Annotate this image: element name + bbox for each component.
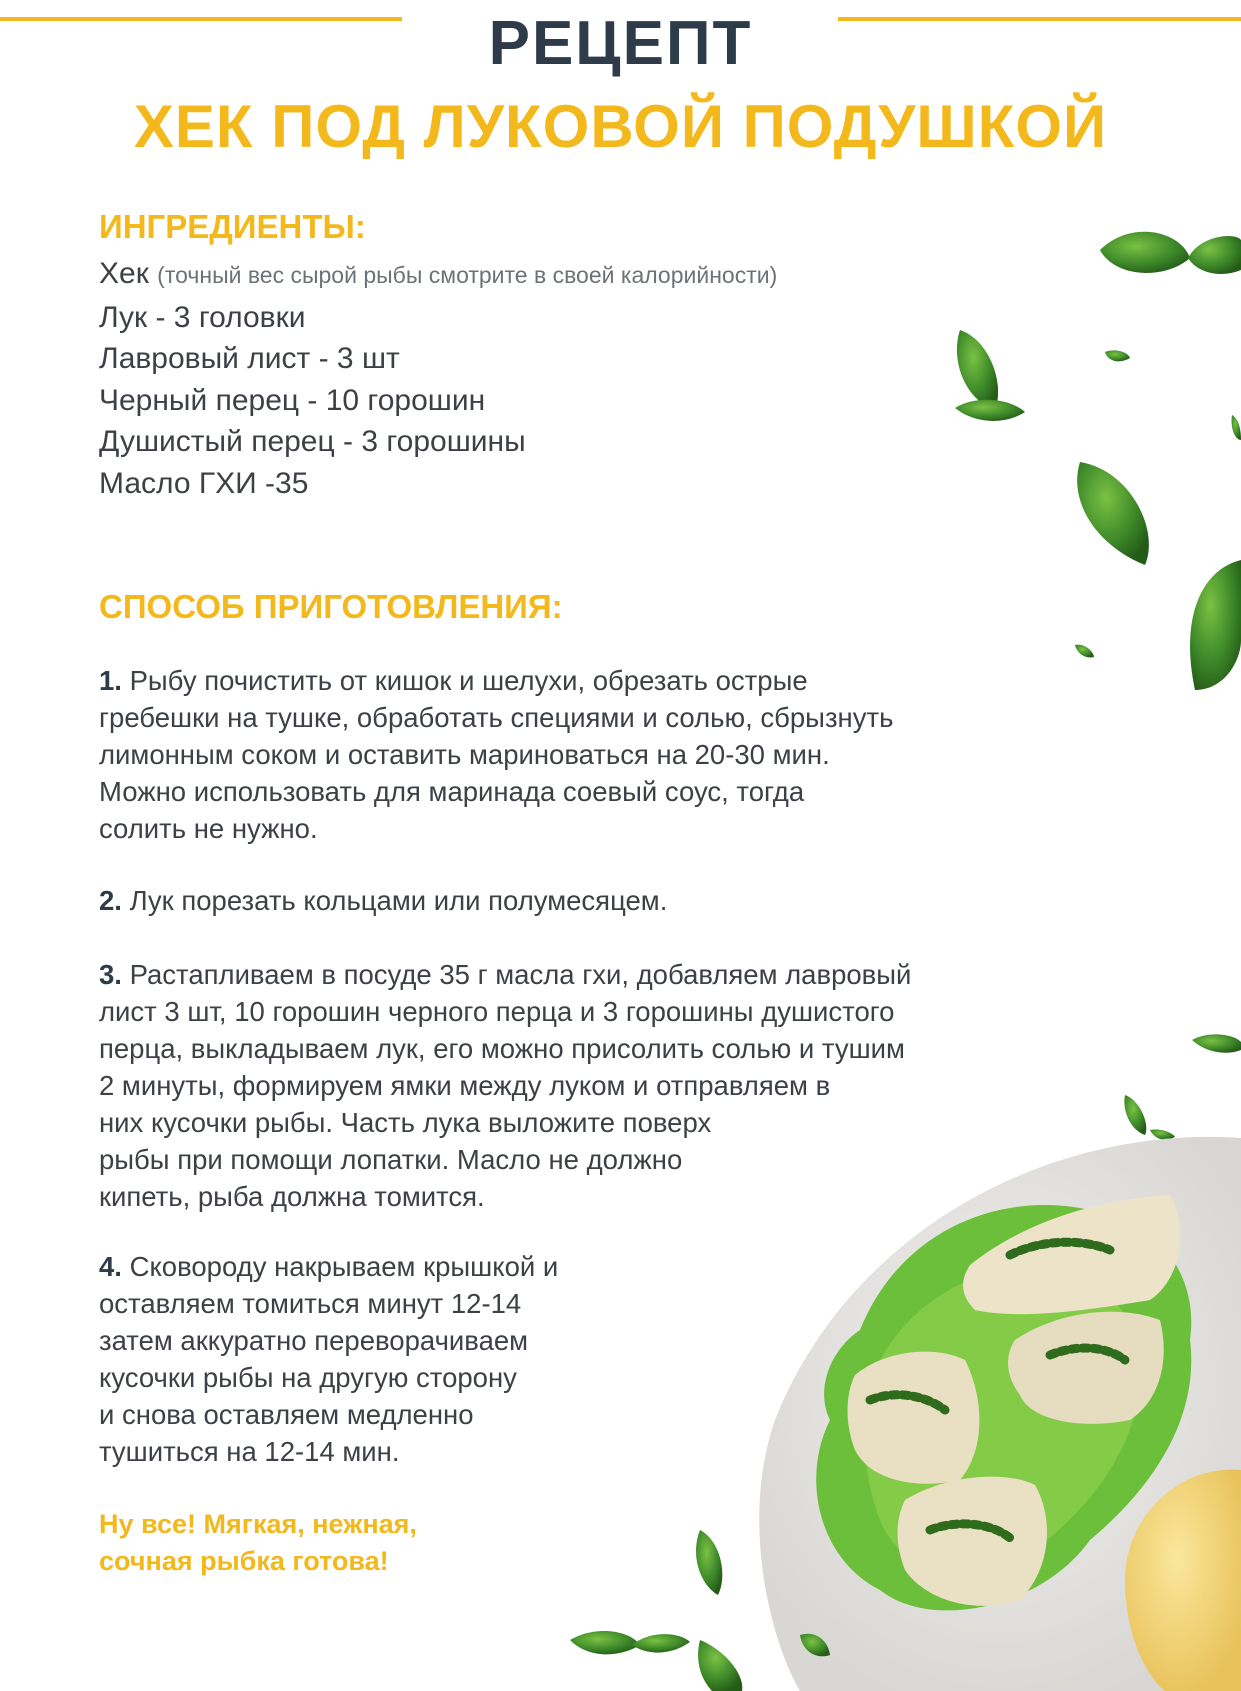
basil-leaf-icon — [1124, 1095, 1146, 1135]
basil-leaf-icon — [957, 330, 998, 410]
step-line: кусочки рыбы на другую сторону — [99, 1362, 517, 1393]
closing-line: сочная рыбка готова! — [99, 1546, 389, 1576]
ingredients-list — [99, 253, 777, 504]
ingredient-item: Масло ГХИ -35 — [99, 466, 309, 500]
plate-image — [759, 1137, 1241, 1691]
step-line — [99, 882, 667, 919]
closing-line: Ну все! Мягкая, нежная, — [99, 1509, 417, 1539]
method-step — [99, 956, 911, 1215]
basil-leaf-icon — [1192, 1034, 1241, 1052]
step-line: Можно использовать для маринада соевый соус, тогда — [99, 776, 805, 807]
basil-leaf-icon — [1188, 236, 1241, 274]
step-line: них кусочки рыбы. Часть лука выложите поверх — [99, 1107, 712, 1138]
step-line: перца, выкладываем лук, его можно присолить солью и тушим — [99, 1033, 905, 1064]
step-line: 2 минуты, формируем ямки между луком и отправляем в — [99, 1070, 831, 1101]
step-text: Рыбу почистить от кишок и шелухи, обрезать острые — [129, 665, 808, 696]
basil-leaf-icon — [696, 1530, 722, 1595]
step-line: солить не нужно. — [99, 813, 318, 844]
basil-leaf-icon — [1105, 350, 1130, 361]
step-number: 3. — [99, 959, 122, 990]
ingredient-item: Черный перец - 10 горошин — [99, 383, 486, 417]
ingredient-name: Хек — [99, 257, 149, 290]
ingredient-item: Лук - 3 головки — [99, 300, 306, 334]
basil-leaf-icon — [632, 1634, 690, 1652]
basil-leaf-icon — [1075, 645, 1094, 658]
step-line: затем аккуратно переворачиваем — [99, 1325, 529, 1356]
recipe-title: ХЕК ПОД ЛУКОВОЙ ПОДУШКОЙ — [133, 93, 1108, 160]
method-title: СПОСОБ ПРИГОТОВЛЕНИЯ: — [99, 588, 563, 625]
page-title: РЕЦЕПТ — [488, 9, 753, 78]
ingredients-title: ИНГРЕДИЕНТЫ: — [99, 208, 366, 245]
step-line — [99, 956, 911, 993]
step-line: лимонным соком и оставить мариноваться на 20-30 мин. — [99, 739, 830, 770]
step-number: 4. — [99, 1251, 122, 1282]
basil-leaf-icon — [698, 1640, 742, 1691]
step-line — [99, 662, 893, 699]
step-line: оставляем томиться минут 12-14 — [99, 1288, 522, 1319]
step-line: тушиться на 12-14 мин. — [99, 1436, 400, 1467]
step-number: 1. — [99, 665, 122, 696]
ingredient-item: Лавровый лист - 3 шт — [99, 342, 400, 375]
step-text: Растапливаем в посуде 35 г масла гхи, добавляем лавровый — [129, 959, 912, 990]
step-line: кипеть, рыба должна томится. — [99, 1181, 485, 1212]
step-line: гребешки на тушке, обработать специями и солью, сбрызнуть — [99, 702, 894, 733]
step-line: рыбы при помощи лопатки. Масло не должно — [99, 1144, 683, 1175]
method-step — [99, 662, 893, 847]
step-text: Лук порезать кольцами или полумесяцем. — [129, 885, 668, 916]
method-step — [99, 1248, 558, 1470]
basil-leaf-icon — [955, 400, 1025, 421]
basil-leaf-icon — [1190, 560, 1241, 690]
basil-leaf-icon — [1077, 462, 1149, 565]
method-step — [99, 882, 667, 919]
ingredient-item — [99, 253, 777, 297]
basil-leaf-icon — [1150, 1129, 1175, 1139]
step-line — [99, 1248, 558, 1285]
step-line: лист 3 шт, 10 горошин черного перца и 3 горошины душистого — [99, 996, 895, 1027]
basil-leaf-icon — [1100, 232, 1190, 273]
ingredient-item: Душистый перец - 3 горошины — [99, 425, 526, 458]
step-text: Сковороду накрываем крышкой и — [129, 1251, 559, 1282]
closing-note — [99, 1506, 417, 1580]
basil-leaf-icon — [570, 1631, 640, 1654]
basil-leaf-icon — [1232, 415, 1241, 440]
ingredient-note: (точный вес сырой рыбы смотрите в своей калорийности) — [157, 262, 778, 288]
step-line: и снова оставляем медленно — [99, 1399, 474, 1430]
step-number: 2. — [99, 885, 122, 916]
